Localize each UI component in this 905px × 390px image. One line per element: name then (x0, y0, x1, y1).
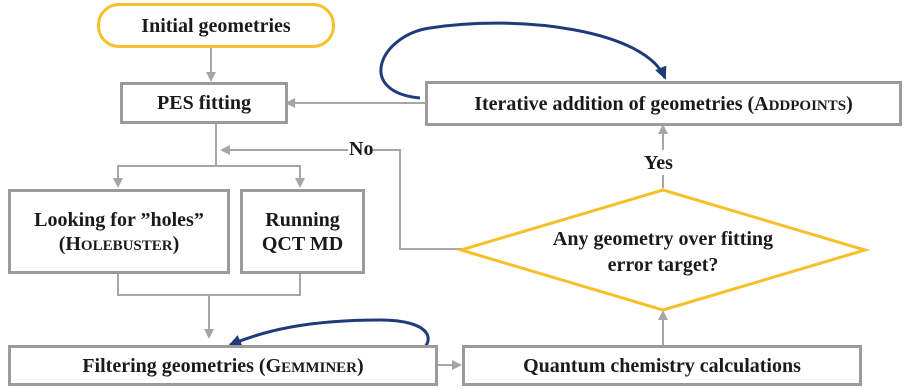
decision-line1: Any geometry over fitting (552, 228, 774, 250)
decision-line2: error target? (607, 254, 719, 276)
no-label: No (349, 138, 374, 160)
addpoints-label: Iterative addition of geometries (ADDPOINTS) (474, 92, 853, 115)
connector-pes-split-right (216, 166, 300, 186)
initial-geometries-node (97, 3, 335, 48)
arrow-no-to-pes (370, 150, 470, 249)
connector-pes-split (118, 122, 216, 186)
qct-line2: QCT MD (261, 232, 344, 255)
gemminer-node (8, 345, 438, 386)
qct-md-node (240, 189, 365, 274)
holebuster-line2: (HOLEBUSTER) (58, 232, 180, 255)
quantum-chemistry-label: Quantum chemistry calculations (523, 354, 801, 377)
addpoints-node (425, 81, 902, 126)
connector-merge (118, 274, 300, 295)
holebuster-node (8, 189, 230, 274)
pes-fitting-node (120, 82, 288, 124)
pes-fitting-label: PES fitting (157, 92, 251, 114)
initial-geometries-label: Initial geometries (141, 14, 291, 37)
decision-text (500, 226, 826, 278)
quantum-chemistry-node (462, 345, 862, 386)
gemminer-label: Filtering geometries (GEMMINER) (82, 354, 364, 377)
yes-label: Yes (644, 152, 673, 174)
qct-line1: Running (265, 208, 340, 231)
holebuster-line1: Looking for ”holes” (34, 208, 204, 231)
